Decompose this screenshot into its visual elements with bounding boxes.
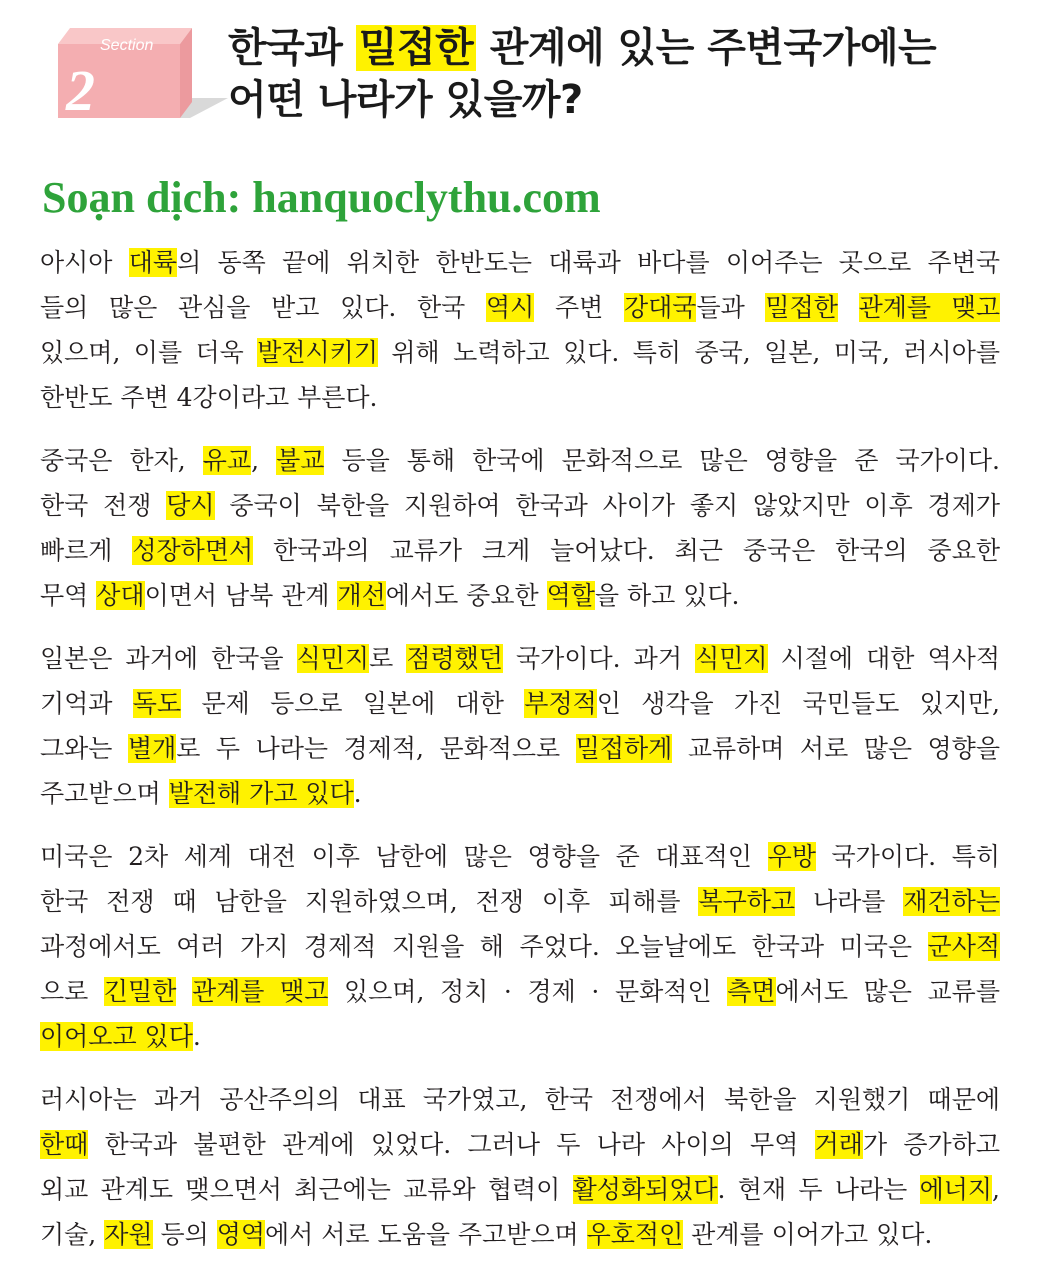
highlighted-term: 상대 [96, 581, 145, 610]
text-line [40, 924, 1000, 969]
text-line [40, 771, 1000, 816]
highlighted-term: 거래 [814, 1130, 863, 1159]
text-segment: 국가이다. 과거 [502, 644, 696, 673]
text-segment: 그와는 [40, 734, 128, 763]
text-segment: 무역 [40, 581, 97, 610]
text-segment: 등의 [152, 1220, 217, 1249]
text-line [40, 573, 1000, 618]
text-segment: 로 [369, 644, 407, 673]
highlighted-term: 밀접하게 [575, 734, 673, 763]
text-segment: 시절에 대한 역사적 [767, 644, 1000, 673]
highlighted-term: 식민지 [695, 644, 768, 673]
text-segment: 에서도 많은 교류를 [775, 977, 1000, 1006]
highlighted-term: 영역 [216, 1220, 266, 1249]
highlighted-term: 관계를 맺고 [858, 293, 1000, 322]
text-segment: 인 생각을 가진 국민들도 있지만, [596, 689, 1000, 718]
highlighted-term: 측면 [727, 977, 776, 1006]
text-segment: 교류하며 서로 많은 영향을 [672, 734, 1000, 763]
highlighted-term: 우호적인 [586, 1220, 684, 1249]
text-segment: 한국 전쟁 [40, 491, 167, 520]
text-line [40, 375, 1000, 420]
text-segment: 주변 [534, 293, 624, 322]
text-segment: 을 하고 있다. [594, 581, 740, 610]
text-segment: 빠르게 [40, 536, 133, 565]
text-segment: 있으며, 정치 · 경제 · 문화적인 [328, 977, 728, 1006]
text-line [40, 1122, 1000, 1167]
text-line [40, 528, 1000, 573]
highlighted-term: 긴밀한 [103, 977, 177, 1006]
title-line [228, 22, 1028, 74]
text-segment: 에서도 중요한 [385, 581, 547, 610]
highlighted-term: 부정적 [524, 689, 597, 718]
highlighted-term: 별개 [127, 734, 177, 763]
highlighted-term: 역시 [486, 293, 535, 322]
text-line [40, 438, 1000, 483]
highlighted-term: 활성화되었다 [572, 1175, 718, 1204]
paragraph [40, 1077, 1000, 1257]
text-segment: 아시아 [40, 248, 129, 277]
text-line [40, 1212, 1000, 1257]
text-segment: 어떤 나라가 있을까? [228, 77, 583, 123]
text-line [40, 1014, 1000, 1059]
text-segment: 으로 [40, 977, 104, 1006]
text-segment: 나라를 [795, 887, 904, 916]
highlighted-term: 이어오고 있다 [40, 1022, 193, 1051]
paragraph [40, 834, 1000, 1059]
highlighted-term: 밀접한 [356, 25, 476, 71]
highlighted-term: 재건하는 [903, 887, 1000, 916]
paragraph [40, 636, 1000, 816]
highlighted-term: 당시 [166, 491, 215, 520]
highlighted-term: 개선 [337, 581, 386, 610]
text-segment: 국가이다. 특히 [815, 842, 1000, 871]
text-segment: 외교 관계도 맺으면서 최근에는 교류와 협력이 [40, 1175, 573, 1204]
section-badge-label: Section [100, 37, 154, 54]
text-segment: 관계에 있는 주변국가에는 [476, 25, 937, 71]
text-segment: 이면서 남북 관계 [144, 581, 338, 610]
text-line [40, 969, 1000, 1014]
highlighted-term: 식민지 [296, 644, 370, 673]
text-segment: 중국은 한자, [40, 446, 203, 475]
text-segment: 한국과 불편한 관계에 있었다. 그러나 두 나라 사이의 무역 [88, 1130, 815, 1159]
section-badge-graphic [40, 14, 230, 124]
highlighted-term: 복구하고 [698, 887, 796, 916]
text-segment: 과정에서도 여러 가지 경제적 지원을 해 주었다. 오늘날에도 한국과 미국은 [40, 932, 928, 961]
text-segment [838, 293, 859, 322]
highlighted-term: 강대국 [623, 293, 697, 322]
highlighted-term: 한때 [40, 1130, 89, 1159]
text-line [40, 1167, 1000, 1212]
highlighted-term: 불교 [276, 446, 325, 475]
text-line [40, 330, 1000, 375]
text-segment: . [192, 1022, 201, 1051]
text-line [40, 483, 1000, 528]
highlighted-term: 자원 [104, 1220, 153, 1249]
text-line [40, 240, 1000, 285]
text-segment: 있으며, 이를 더욱 [40, 338, 258, 367]
text-segment: 들과 [696, 293, 766, 322]
text-segment: 한국과의 교류가 크게 늘어났다. 최근 중국은 한국의 중요한 [253, 536, 1000, 565]
section-badge [40, 14, 230, 124]
text-line [40, 285, 1000, 330]
text-segment: 등을 통해 한국에 문화적으로 많은 영향을 준 국가이다. [324, 446, 1000, 475]
text-line [40, 834, 1000, 879]
paragraph [40, 240, 1000, 420]
text-segment: 에서 서로 도움을 주고받으며 [265, 1220, 587, 1249]
text-segment: 한국과 [228, 25, 356, 71]
text-segment: . [353, 779, 362, 808]
title-line [228, 74, 1028, 126]
highlighted-term: 성장하면서 [132, 536, 254, 565]
highlighted-term: 대륙 [128, 248, 178, 277]
text-line [40, 879, 1000, 924]
highlighted-term: 점령했던 [406, 644, 503, 673]
highlighted-term: 우방 [767, 842, 816, 871]
page-title [228, 22, 1028, 126]
text-segment: 가 증가하고 [862, 1130, 1000, 1159]
text-segment: 한반도 주변 4강이라고 부른다. [40, 383, 378, 412]
text-segment: , [992, 1175, 1000, 1204]
text-line [40, 726, 1000, 771]
text-segment: 위해 노력하고 있다. 특히 중국, 일본, 미국, 러시아를 [377, 338, 1000, 367]
highlighted-term: 독도 [132, 689, 182, 718]
highlighted-term: 밀접한 [765, 293, 838, 322]
highlighted-term: 발전시키기 [257, 338, 378, 367]
text-segment: 러시아는 과거 공산주의의 대표 국가였고, 한국 전쟁에서 북한을 지원했기 때문에 [40, 1085, 1000, 1114]
text-segment: 일본은 과거에 한국을 [40, 644, 297, 673]
text-segment: 기술, [40, 1220, 105, 1249]
text-segment: 기억과 [40, 689, 133, 718]
text-segment: 주고받으며 [40, 779, 169, 808]
section-badge-number: 2 [66, 58, 95, 123]
text-segment: , [251, 446, 277, 475]
highlighted-term: 역할 [546, 581, 595, 610]
highlighted-term: 발전해 가고 있다 [168, 779, 354, 808]
text-segment [176, 977, 192, 1006]
credit-line: Soạn dịch: hanquoclythu.com [42, 173, 601, 222]
paragraph [40, 438, 1000, 618]
text-segment: 중국이 북한을 지원하여 한국과 사이가 좋지 않았지만 이후 경제가 [214, 491, 1000, 520]
text-line [40, 1077, 1000, 1122]
text-segment: 의 동쪽 끝에 위치한 한반도는 대륙과 바다를 이어주는 곳으로 주변국 [177, 248, 1000, 277]
highlighted-term: 유교 [202, 446, 252, 475]
text-segment: . 현재 두 나라는 [717, 1175, 920, 1204]
highlighted-term: 에너지 [919, 1175, 993, 1204]
text-segment: 미국은 2차 세계 대전 이후 남한에 많은 영향을 준 대표적인 [40, 842, 768, 871]
highlighted-term: 관계를 맺고 [192, 977, 329, 1006]
article-body [40, 240, 1000, 1275]
text-line [40, 636, 1000, 681]
text-line [40, 681, 1000, 726]
text-segment: 한국 전쟁 때 남한을 지원하였으며, 전쟁 이후 피해를 [40, 887, 699, 916]
text-segment: 관계를 이어가고 있다. [683, 1220, 933, 1249]
text-segment: 문제 등으로 일본에 대한 [181, 689, 525, 718]
highlighted-term: 군사적 [927, 932, 1000, 961]
text-segment: 로 두 나라는 경제적, 문화적으로 [176, 734, 576, 763]
text-segment: 들의 많은 관심을 받고 있다. 한국 [40, 293, 486, 322]
